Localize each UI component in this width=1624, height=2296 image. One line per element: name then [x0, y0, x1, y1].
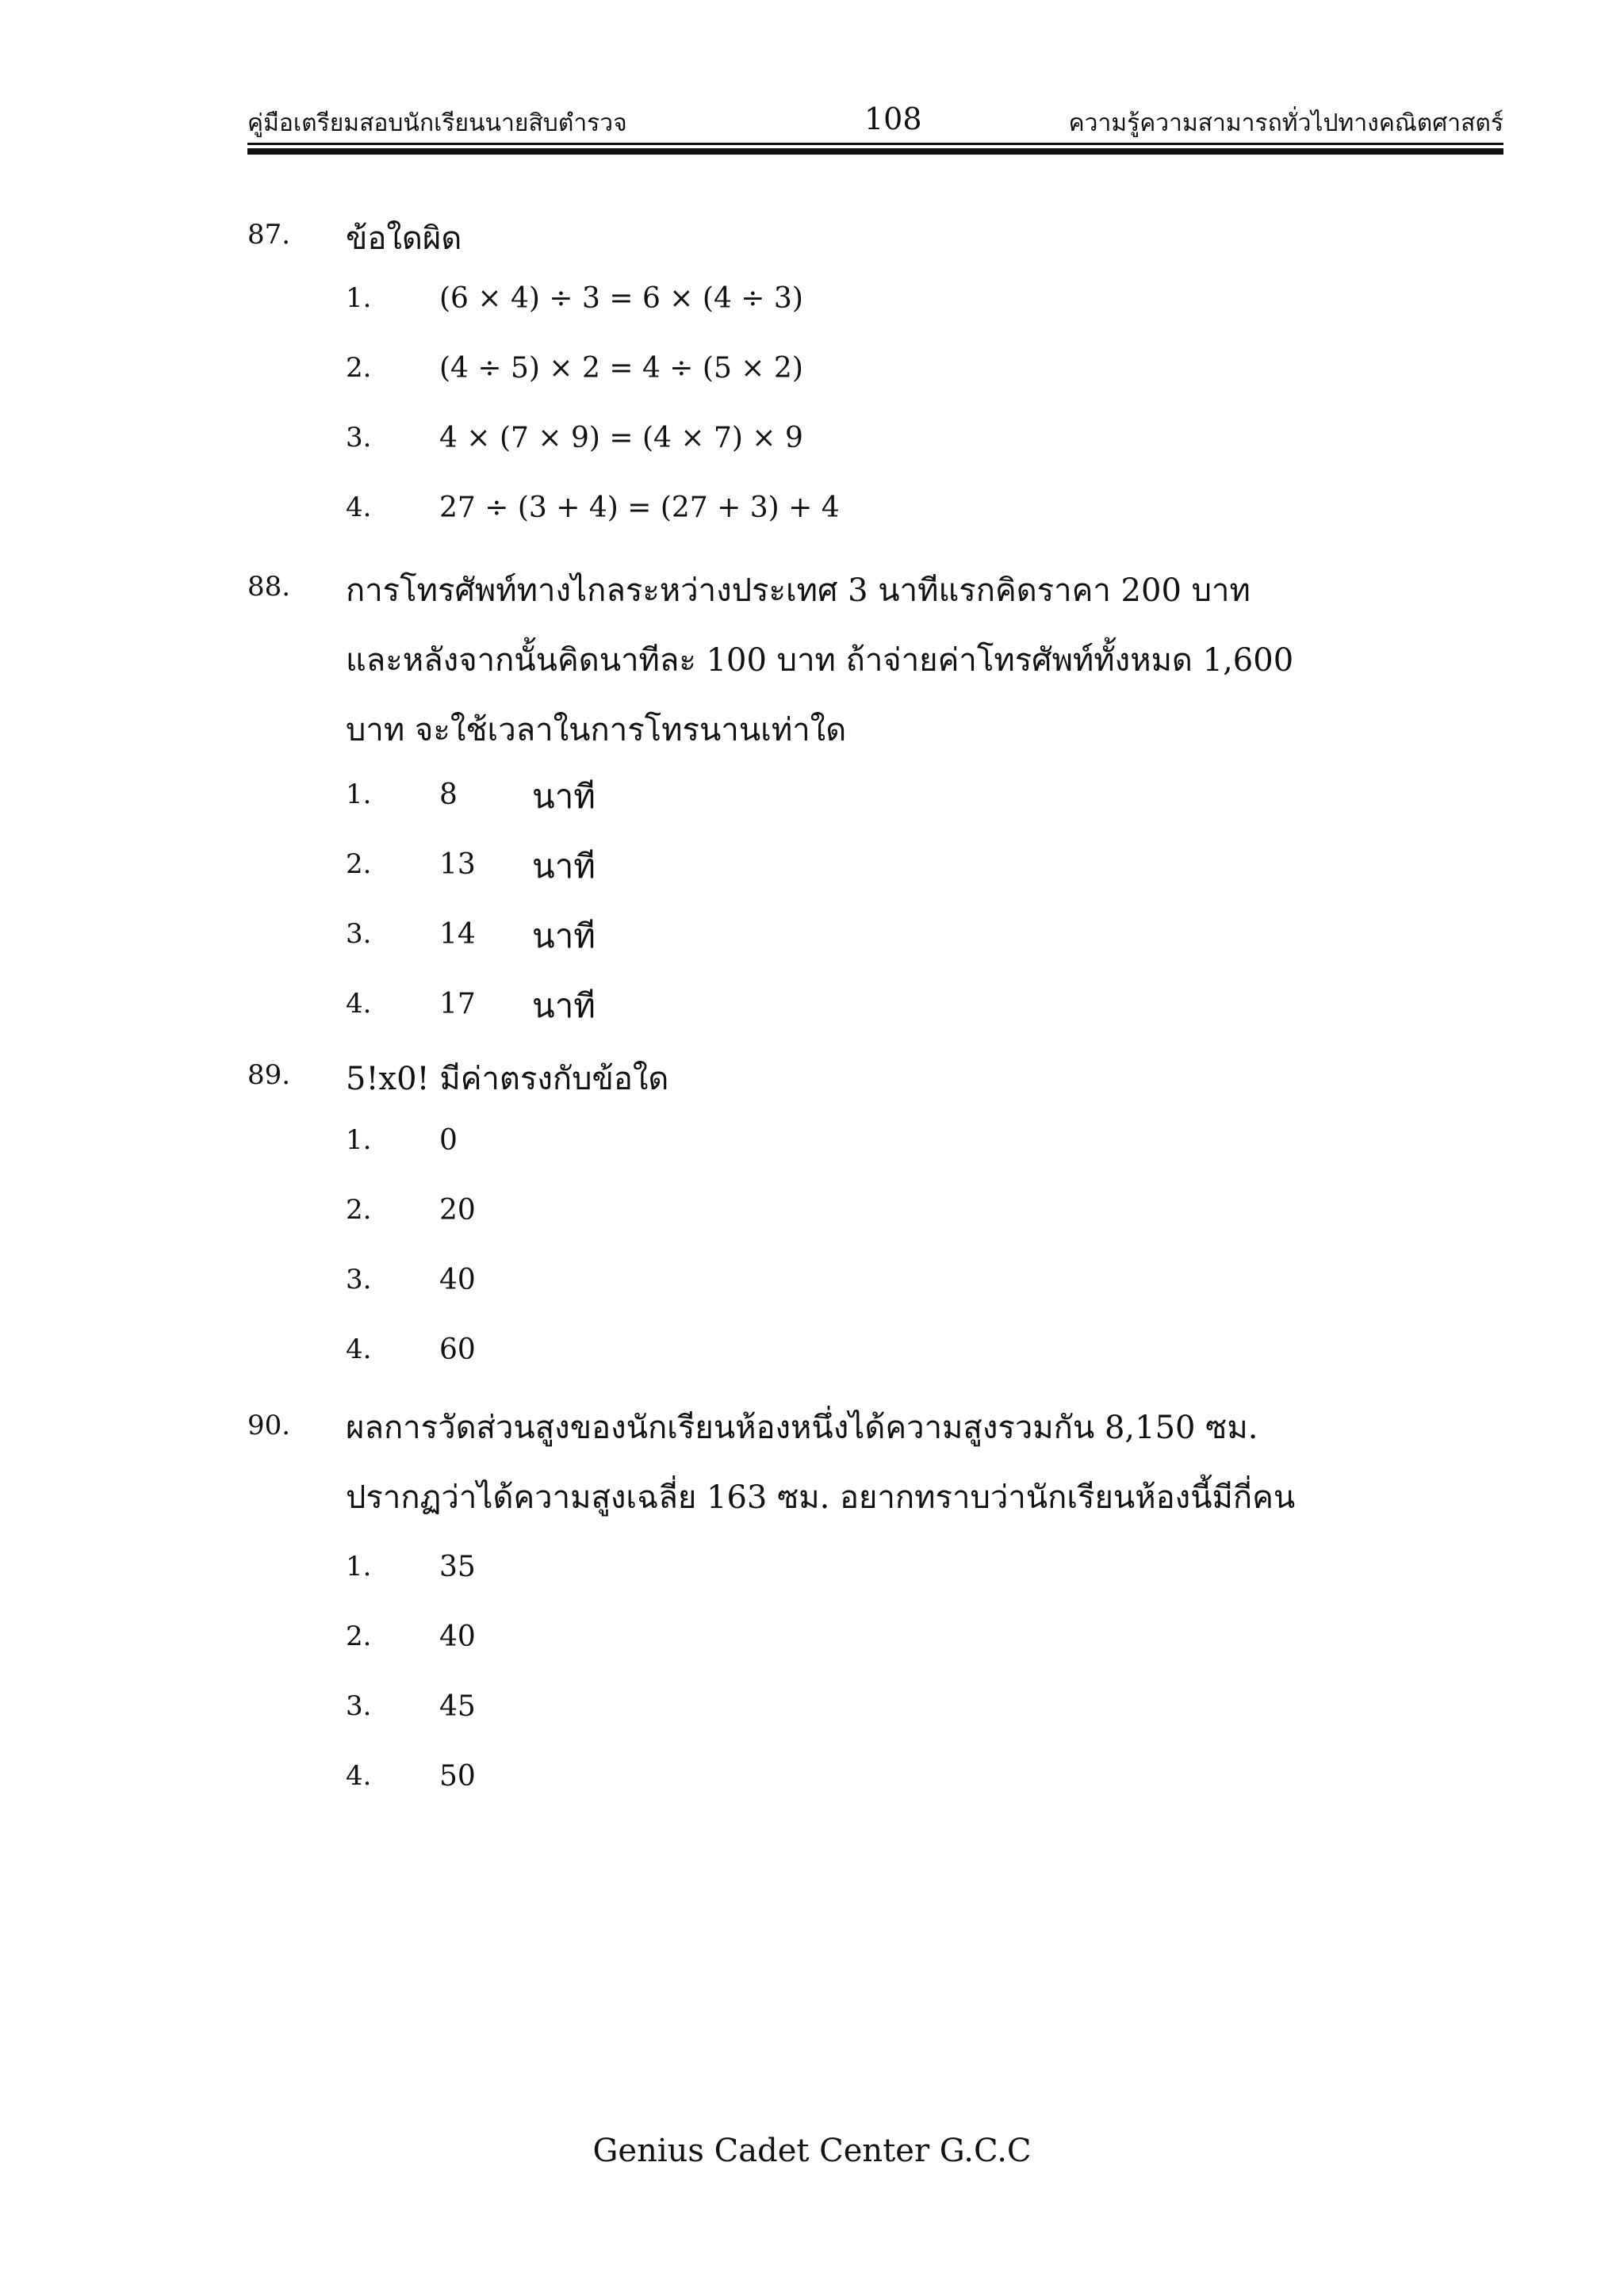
- option-number: 4.: [346, 1760, 372, 1792]
- option-number: 3.: [346, 1690, 372, 1722]
- option-value: 17: [439, 988, 476, 1020]
- header-rule-thick: [247, 148, 1503, 155]
- option-unit: นาที: [532, 777, 596, 816]
- option-value: 35: [439, 1551, 476, 1583]
- option-text: (4 ÷ 5) × 2 = 4 ÷ (5 × 2): [439, 352, 803, 385]
- option-value: 40: [439, 1264, 476, 1296]
- option-number: 1.: [346, 282, 372, 314]
- option-value: 45: [439, 1690, 476, 1723]
- page-footer: Genius Cadet Center G.C.C: [592, 2133, 1032, 2169]
- option-value: 8: [439, 779, 458, 811]
- question-number: 88.: [247, 571, 291, 603]
- header-book-title: คู่มือเตรียมสอบนักเรียนนายสิบตำรวจ: [247, 109, 627, 137]
- option-number: 2.: [346, 1621, 372, 1652]
- option-number: 1.: [346, 779, 372, 810]
- option-text: 27 ÷ (3 + 4) = (27 + 3) + 4: [439, 492, 840, 524]
- option-number: 3.: [346, 422, 372, 453]
- question-text: 5!x0! มีค่าตรงกับข้อใด: [346, 1061, 669, 1097]
- option-number: 4.: [346, 1334, 372, 1365]
- header-section-title: ความรู้ความสามารถทั่วไปทางคณิตศาสตร์: [1068, 109, 1503, 137]
- option-number: 3.: [346, 918, 372, 950]
- option-value: 20: [439, 1194, 476, 1226]
- option-unit: นาที: [532, 847, 596, 886]
- question-text-line: การโทรศัพท์ทางไกลระหว่างประเทศ 3 นาทีแรกคิดราคา 200 บาท: [346, 572, 1251, 609]
- option-value: 13: [439, 848, 476, 881]
- question-text-line: และหลังจากนั้นคิดนาทีละ 100 บาท ถ้าจ่ายค่าโทรศัพท์ทั้งหมด 1,600: [346, 642, 1294, 679]
- option-text: (6 × 4) ÷ 3 = 6 × (4 ÷ 3): [439, 282, 803, 315]
- question-text-line: บาท จะใช้เวลาในการโทรนานเท่าใด: [346, 712, 847, 748]
- option-text: 4 × (7 × 9) = (4 × 7) × 9: [439, 422, 803, 454]
- option-number: 4.: [346, 492, 372, 523]
- option-number: 2.: [346, 352, 372, 384]
- question-number: 90.: [247, 1410, 291, 1441]
- option-value: 14: [439, 918, 476, 951]
- option-unit: นาที: [532, 986, 596, 1025]
- question-number: 87.: [247, 219, 291, 251]
- option-unit: นาที: [532, 916, 596, 955]
- option-number: 1.: [346, 1551, 372, 1582]
- option-number: 3.: [346, 1264, 372, 1295]
- question-text-line: ปรากฏว่าได้ความสูงเฉลี่ย 163 ซม. อยากทราบว่านักเรียนห้องนี้มีกี่คน: [346, 1479, 1296, 1516]
- header-rule-thin: [247, 143, 1503, 145]
- option-number: 1.: [346, 1124, 372, 1156]
- option-number: 2.: [346, 848, 372, 880]
- option-value: 0: [439, 1124, 458, 1157]
- option-number: 4.: [346, 988, 372, 1020]
- question-text-line: ผลการวัดส่วนสูงของนักเรียนห้องหนึ่งได้ความสูงรวมกัน 8,150 ซม.: [346, 1410, 1258, 1446]
- question-text: ข้อใดผิด: [346, 220, 462, 257]
- page-header: [247, 101, 1503, 141]
- page-number: 108: [864, 101, 922, 136]
- option-value: 40: [439, 1621, 476, 1653]
- option-number: 2.: [346, 1194, 372, 1226]
- option-value: 50: [439, 1760, 476, 1793]
- option-value: 60: [439, 1334, 476, 1366]
- question-number: 89.: [247, 1059, 291, 1091]
